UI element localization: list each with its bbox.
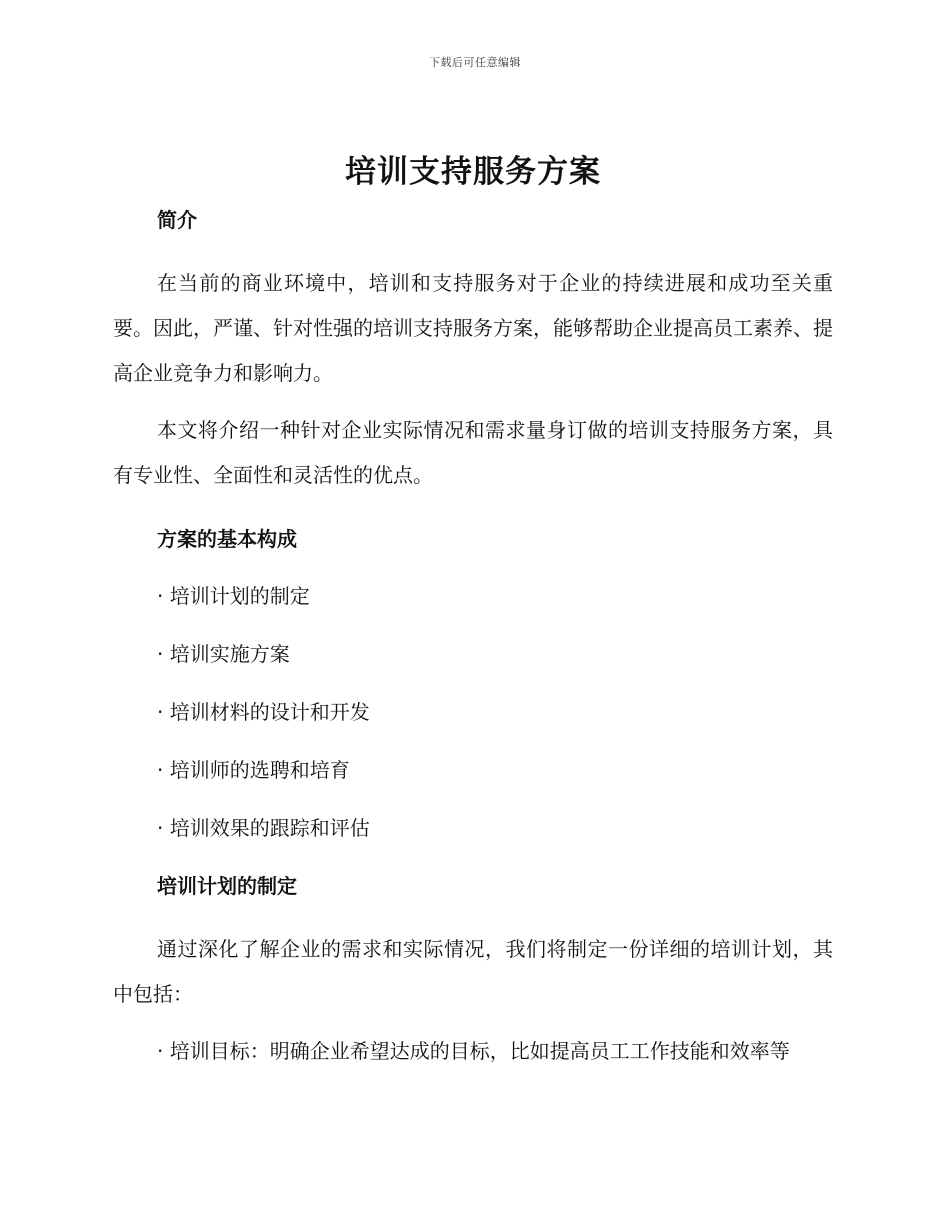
section-heading-intro: 简介	[157, 208, 197, 232]
list-item: · 培训实施方案	[157, 642, 290, 666]
paragraph-intro-2: 本文将介绍一种针对企业实际情况和需求量身订做的培训支持服务方案，具有专业性、全面性和灵活性的优点。	[113, 418, 833, 487]
header-note: 下载后可任意编辑	[429, 56, 521, 69]
document-body	[113, 150, 833, 1074]
list-item: · 培训计划的制定	[157, 584, 310, 608]
list-item: · 培训材料的设计和开发	[157, 700, 370, 724]
document-title: 培训支持服务方案	[345, 154, 601, 190]
paragraph-plan-1: 通过深化了解企业的需求和实际情况，我们将制定一份详细的培训计划，其中包括：	[113, 937, 833, 1006]
section-heading-plan: 培训计划的制定	[157, 874, 297, 898]
list-item: · 培训目标：明确企业希望达成的目标，比如提高员工工作技能和效率等	[157, 1039, 790, 1063]
list-item: · 培训效果的跟踪和评估	[157, 816, 370, 840]
list-item: · 培训师的选聘和培育	[157, 758, 350, 782]
paragraph-intro-1: 在当前的商业环境中，培训和支持服务对于企业的持续进展和成功至关重要。因此，严谨、针对性强的培训支持服务方案，能够帮助企业提高员工素养、提高企业竞争力和影响力。	[113, 271, 833, 385]
section-heading-composition: 方案的基本构成	[157, 527, 297, 551]
